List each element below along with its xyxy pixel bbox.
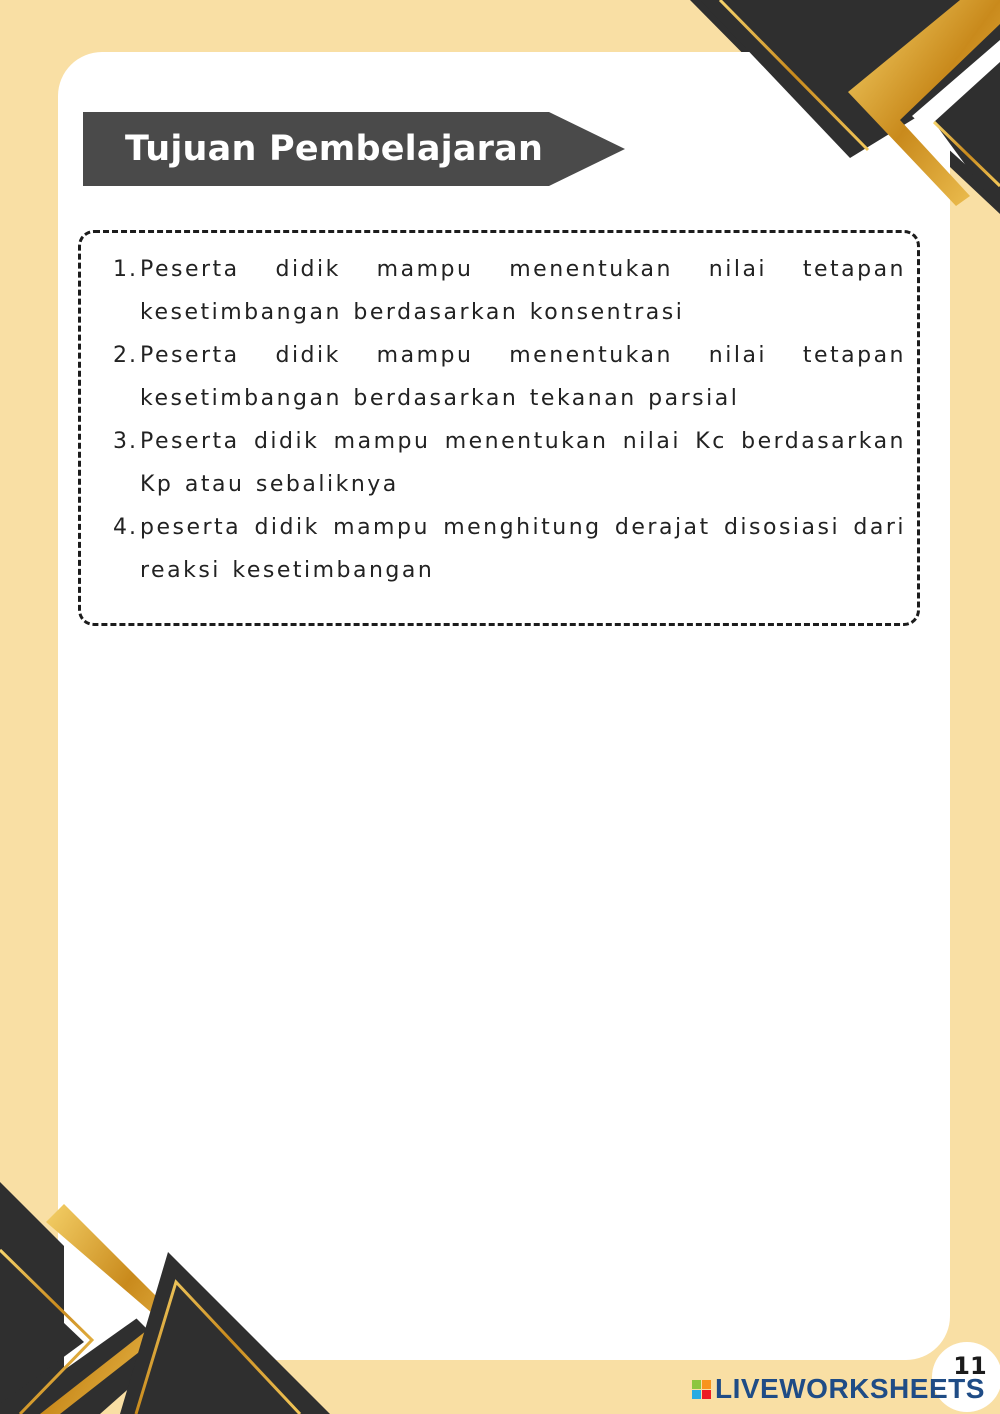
item-text: Peserta didik mampu menentukan nilai tetapan kesetimbangan berdasarkan konsentrasi [140, 257, 906, 325]
page-number: 11 [953, 1352, 987, 1380]
liveworksheets-logo[interactable] [692, 1374, 985, 1404]
item-text: peserta didik mampu menghitung derajat disosiasi dari reaksi kesetimbangan [140, 515, 906, 583]
list-item [100, 506, 906, 592]
watermark-text: LIVEWORKSHEETS [715, 1373, 985, 1404]
item-number: 3. [113, 429, 138, 454]
page-title: Tujuan Pembelajaran [125, 129, 544, 169]
item-text: Peserta didik mampu menentukan nilai Kc berdasarkan Kp atau sebaliknya [140, 429, 906, 497]
item-text: Peserta didik mampu menentukan nilai tetapan kesetimbangan berdasarkan tekanan parsial [140, 343, 906, 411]
liveworksheets-logo-icon [692, 1380, 711, 1399]
objectives-list [100, 248, 906, 592]
list-item [100, 248, 906, 334]
list-item [100, 334, 906, 420]
list-item [100, 420, 906, 506]
item-number: 4. [113, 515, 138, 540]
item-number: 2. [113, 343, 138, 368]
item-number: 1. [113, 257, 138, 282]
